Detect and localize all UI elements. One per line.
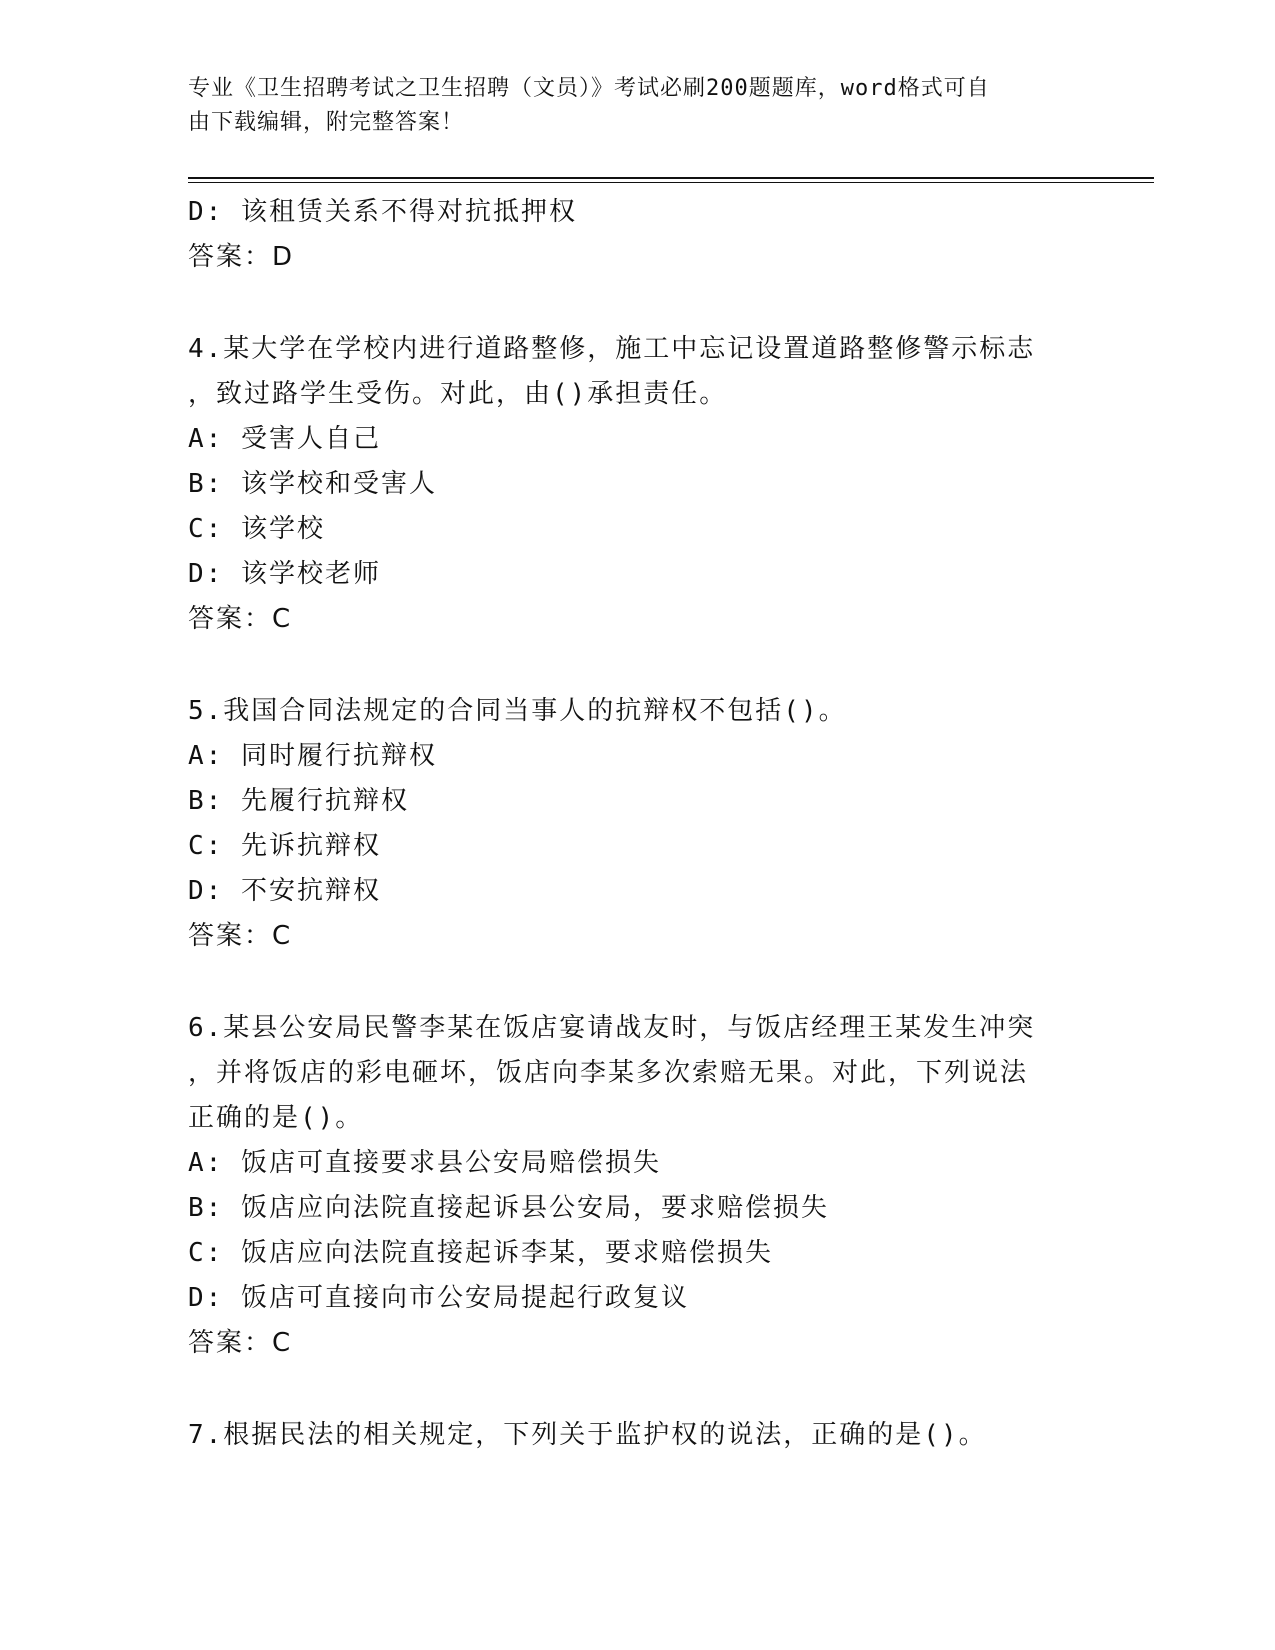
answer-line: 答案：C: [188, 604, 293, 634]
previous-question-block: [188, 190, 1068, 280]
question-stem: 4.某大学在学校内进行道路整修，施工中忘记设置道路整修警示标志: [188, 334, 1036, 364]
question-6-block: [188, 1006, 1068, 1366]
answer-line: 答案：C: [188, 1328, 293, 1358]
question-stem: 6.某县公安局民警李某在饭店宴请战友时，与饭店经理王某发生冲突: [188, 1013, 1036, 1043]
question-stem-continued: 正确的是()。: [188, 1103, 364, 1133]
question-stem-continued: ，致过路学生受伤。对此，由()承担责任。: [188, 379, 728, 409]
question-7-block: [188, 1413, 1068, 1458]
option-d: D: 不安抗辩权: [188, 876, 381, 906]
option-b: B: 先履行抗辩权: [188, 786, 409, 816]
option-d: D: 该学校老师: [188, 559, 381, 589]
answer-line: 答案：C: [188, 921, 293, 951]
option-c: C: 饭店应向法院直接起诉李某，要求赔偿损失: [188, 1238, 773, 1268]
option-d: D: 饭店可直接向市公安局提起行政复议: [188, 1283, 689, 1313]
question-stem: 7.根据民法的相关规定，下列关于监护权的说法，正确的是()。: [188, 1420, 987, 1450]
header-line-2: 由下载编辑，附完整答案！: [188, 110, 465, 135]
question-4-block: [188, 327, 1068, 642]
question-content: [188, 190, 1068, 1458]
question-stem-continued: ，并将饭店的彩电砸坏，饭店向李某多次索赔无果。对此，下列说法: [188, 1058, 1029, 1088]
answer-line: 答案：D: [188, 242, 295, 272]
option-c: C: 该学校: [188, 514, 325, 544]
header-divider-thick: [188, 177, 1154, 179]
document-header: [188, 72, 1068, 140]
option-a: A: 同时履行抗辩权: [188, 741, 437, 771]
option-b: B: 饭店应向法院直接起诉县公安局，要求赔偿损失: [188, 1193, 829, 1223]
option-c: C: 先诉抗辩权: [188, 831, 381, 861]
header-line-1: 专业《卫生招聘考试之卫生招聘（文员）》考试必刷200题题库，word格式可自: [188, 76, 990, 101]
header-divider-thin: [188, 182, 1154, 183]
option-b: B: 该学校和受害人: [188, 469, 437, 499]
question-5-block: [188, 689, 1068, 959]
option-d: D: 该租赁关系不得对抗抵押权: [188, 197, 577, 227]
option-a: A: 受害人自己: [188, 424, 381, 454]
option-a: A: 饭店可直接要求县公安局赔偿损失: [188, 1148, 661, 1178]
question-stem: 5.我国合同法规定的合同当事人的抗辩权不包括()。: [188, 696, 847, 726]
